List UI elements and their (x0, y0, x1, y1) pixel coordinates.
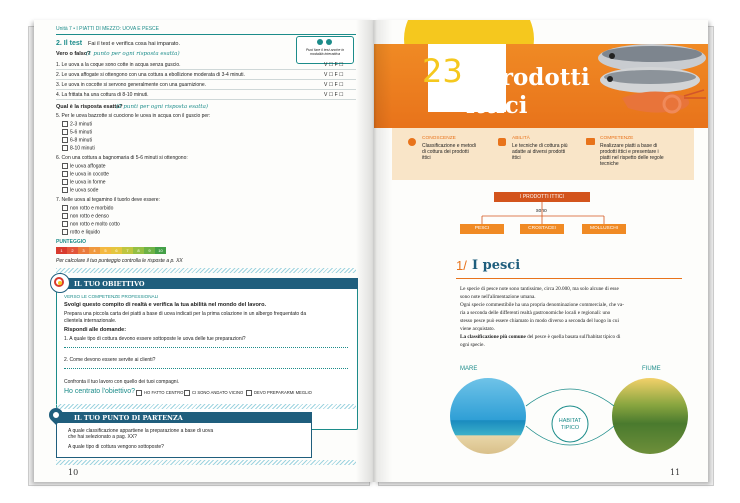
question-7: 7. Nelle uova al tegamino il tuorlo deve essere: (56, 197, 160, 203)
start-question-2: A quale tipo di cottura vengono sottoposte? (68, 444, 164, 450)
body-text: Le specie di pesce note sono tantissime, circa 20.000, ma solo alcune di esse sono note nell'alimentazione umana. Ogni specie commestibile ha una propria denominazione commerciale, che va- ria a seconda delle differenti realtà gastronomiche locali e regionali: uno stesso pesce può essere chiamato in modo diverso a seconda del luogo in cui viene acquistato. La classificazione più comune del pesce è quella basata sull'habitat tipico di ogni specie. (460, 286, 624, 348)
start-question-1: A quale classificazione appartiene la preparazione a base di uova che hai selezionato a pag. XX? (68, 428, 214, 440)
score-cell: 8 (133, 247, 144, 254)
question-6: 6. Con una cottura a bagnomaria di 5-6 minuti si ottengono: (56, 155, 188, 161)
score-cell: 4 (89, 247, 100, 254)
page-number-right: 11 (670, 468, 681, 477)
objective-bold: Svolgi questo compito di realtà e verifica la tua abilità nel mondo del lavoro. (64, 302, 267, 308)
goal-text: Classificazione e metodi di cottura dei prodotti ittici (422, 143, 476, 161)
test-title: 2. Il test (56, 40, 83, 47)
vf-options-1[interactable]: V ☐ F ☐ (324, 62, 344, 68)
objective-question-1: 1. A quale tipo di cottura devono essere sottoposte le uova delle tue preparazioni? (64, 336, 246, 342)
habitat-label-fiume: FIUME (642, 366, 661, 372)
vf-item-2: 2. Le uova affogate si ottengono con una cottura a ebollizione moderata di 3-4 minuti. (56, 72, 245, 78)
interactive-test-badge[interactable] (296, 36, 354, 64)
fish-illustration (592, 32, 708, 118)
q6-option[interactable]: le uova affogate (62, 163, 106, 169)
section-title: I pesci (472, 258, 521, 273)
q5-option[interactable]: 8-10 minuti (62, 145, 95, 151)
vf-options-2[interactable]: V ☐ F ☐ (324, 72, 344, 78)
test-subtitle: Fai il test e verifica cosa hai imparato. (88, 41, 181, 47)
score-cell: 10 (155, 247, 166, 254)
goal-text: Le tecniche di cottura più adatte ai diversi prodotti ittici (512, 143, 568, 161)
vf-options-4[interactable]: V ☐ F ☐ (324, 92, 344, 98)
q6-option[interactable]: le uova sode (62, 187, 98, 193)
q7-option[interactable]: non rotto e molto cotto (62, 221, 120, 227)
goal-label: ABILITÀ (512, 136, 530, 141)
wave-divider (56, 268, 356, 273)
mc-points: (2 punti per ogni risposta esatta) (116, 104, 209, 110)
section-rule (456, 278, 682, 279)
book (26, 14, 716, 492)
q6-option[interactable]: le uova in forme (62, 179, 106, 185)
score-note: Per calcolare il tuo punteggio controlla le risposte a p. XX (56, 258, 183, 264)
score-cell: 9 (144, 247, 155, 254)
wave-divider (56, 460, 356, 465)
right-page (374, 20, 708, 482)
chapter-number: 23 (422, 52, 463, 90)
vf-item-1: 1. Le uova a la coque sono cotte in acqua senza guscio. (56, 62, 181, 68)
habitat-center-1: HABITAT (558, 418, 582, 424)
score-cell: 6 (111, 247, 122, 254)
goal-text: Realizzare piatti a base di prodotti ittici e presentare i piatti nel rispetto delle regole tecniche (600, 143, 664, 167)
score-cell: 2 (67, 247, 78, 254)
q7-option[interactable]: non rotto e denso (62, 213, 109, 219)
vf-options-3[interactable]: V ☐ F ☐ (324, 82, 344, 88)
diagram-child-pesci: PESCI (460, 224, 504, 234)
q7-option[interactable]: non rotto e morbido (62, 205, 113, 211)
score-label: PUNTEGGIO (56, 239, 87, 245)
objective-question-2: 2. Come devono essere servite ai clienti? (64, 357, 156, 363)
unit-header: Unità 7 • I PIATTI DI MEZZO: UOVA E PESCE (56, 26, 159, 32)
diagram-child-crostacei: CROSTACEI (520, 224, 564, 234)
score-cell: 1 (56, 247, 67, 254)
vf-title: Vero o falso? (56, 51, 91, 57)
interactive-icon (326, 39, 332, 45)
habitat-label-mare: MARE (460, 366, 478, 372)
centered-option[interactable]: DEVO PREPARARMI MEGLIO (246, 390, 312, 396)
q5-option[interactable]: 2-3 minuti (62, 121, 92, 127)
wave-divider (56, 404, 356, 409)
objective-text: Prepara una piccola carta dei piatti a base di uova indicati per la prima colazione in un albergo frequentato da (64, 311, 307, 317)
objective-text: clientela internazionale. (64, 318, 117, 324)
badge-text: Puoi fare il test anche in modalità interattiva (305, 48, 345, 56)
diagram-child-molluschi: MOLLUSCHI (582, 224, 626, 234)
chapter-title-line-1: I prodotti (466, 64, 590, 91)
centered-question: Ho centrato l'obiettivo? (64, 388, 135, 395)
score-scale (56, 247, 166, 254)
left-page (34, 20, 374, 482)
habitat-center-2: TIPICO (560, 425, 580, 431)
vf-item-3: 3. Le uova in cocotte si servono generalmente con una guarnizione. (56, 82, 207, 88)
goal-label: CONOSCENZE (422, 136, 456, 141)
goal-label: COMPETENZE (600, 136, 634, 141)
score-cell: 7 (122, 247, 133, 254)
diagram-root: I PRODOTTI ITTICI (494, 192, 590, 202)
start-title: IL TUO PUNTO DI PARTENZA (74, 414, 183, 422)
answer-label: Rispondi alle domande: (64, 327, 127, 333)
q5-option[interactable]: 6-8 minuti (62, 137, 92, 143)
answer-line[interactable] (64, 347, 348, 349)
score-cell: 5 (100, 247, 111, 254)
centered-option[interactable]: HO FATTO CENTRO (136, 390, 183, 396)
lightbulb-icon (408, 138, 416, 146)
question-5: 5. Per le uova bazzotte si cuociono le uova in acqua con il guscio per: (56, 113, 211, 119)
compare-text: Confronta il tuo lavoro con quello dei tuoi compagni. (64, 379, 180, 385)
answer-line[interactable] (64, 368, 348, 370)
vf-item-4: 4. La frittata ha una cottura di 8-10 minuti. (56, 92, 149, 98)
centered-option[interactable]: CI SONO ANDATO VICINO (184, 390, 243, 396)
chef-hat-icon (498, 138, 506, 146)
objective-title: IL TUO OBIETTIVO (74, 280, 145, 288)
target-icon (50, 273, 70, 293)
objective-sub: VERSO LE COMPETENZE PROFESSIONALI (64, 294, 159, 299)
q7-option[interactable]: rotto e liquido (62, 229, 100, 235)
page-number-left: 10 (68, 468, 79, 477)
score-cell: 3 (78, 247, 89, 254)
diagram-sono: sono (536, 208, 547, 214)
q6-option[interactable]: le uova in cocotte (62, 171, 109, 177)
vf-points: (1 punto per ogni risposta esatta) (86, 51, 180, 57)
q5-option[interactable]: 5-6 minuti (62, 129, 92, 135)
chapter-title-line-2: ittici (466, 92, 528, 119)
interactive-icon (317, 39, 323, 45)
mc-title: Qual è la risposta esatta? (56, 104, 123, 110)
briefcase-icon (586, 138, 595, 145)
section-number: 1/ (456, 258, 467, 273)
